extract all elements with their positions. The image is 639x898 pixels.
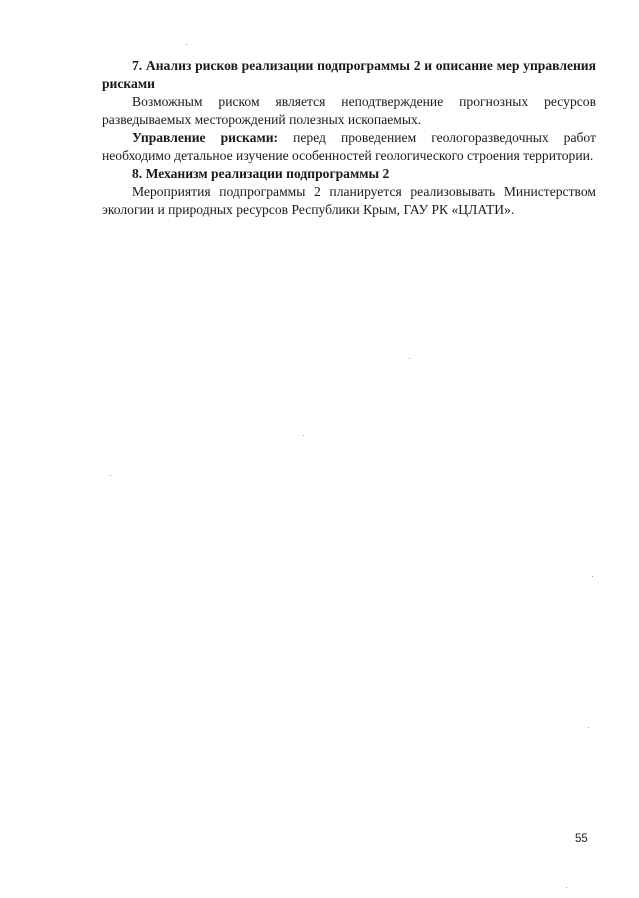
section-7-paragraph-2	[102, 129, 596, 165]
section-8-paragraph-1: Мероприятия подпрограммы 2 планируется реализовывать Министерством экологии и природных ресурсов Республики Крым, ГАУ РК «ЦЛАТИ».	[102, 184, 596, 217]
scan-speck	[588, 727, 589, 728]
page-number: 55	[575, 833, 588, 845]
scan-speck	[110, 475, 111, 476]
scan-speck	[409, 358, 410, 359]
scan-speck	[566, 887, 567, 888]
section-7-heading: 7. Анализ рисков реализации подпрограммы 2 и описание мер управления рисками	[102, 58, 596, 91]
scan-speck	[303, 435, 304, 436]
scan-speck	[592, 576, 593, 577]
section-7-paragraph-1: Возможным риском является неподтверждение прогнозных ресурсов разведываемых месторождений полезных ископаемых.	[102, 94, 596, 127]
document-body	[102, 57, 596, 219]
risk-management-label: Управление рисками:	[132, 130, 279, 145]
risk-management-text: перед проведением геологоразведочных работ необходимо детальное изучение особенностей геологического строения территории.	[102, 130, 596, 163]
scan-speck	[186, 44, 187, 45]
section-8-heading: 8. Механизм реализации подпрограммы 2	[132, 166, 390, 181]
